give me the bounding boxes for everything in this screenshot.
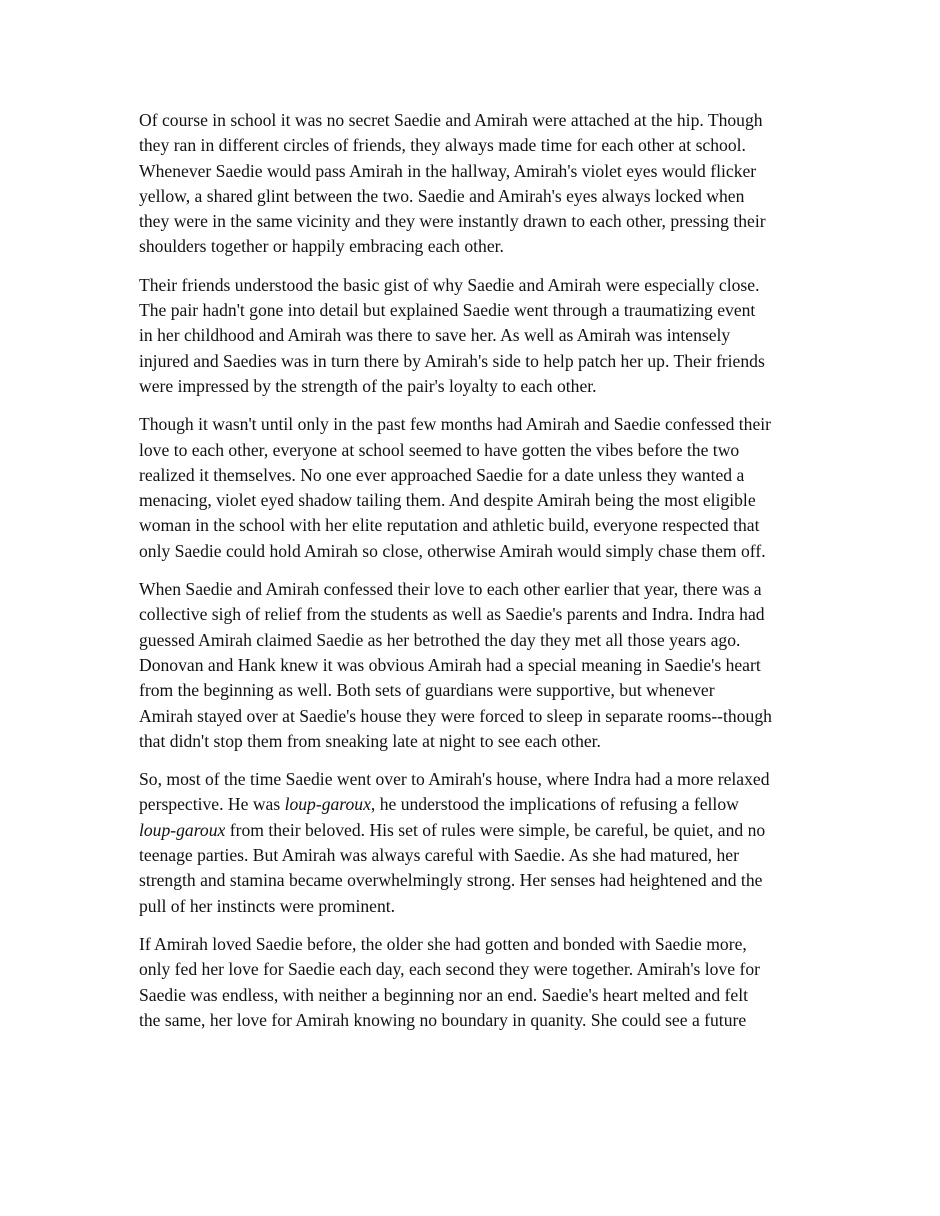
text-segment: the same, her love for Amirah knowing no boundary in quanity. She could see a future (139, 1009, 747, 1030)
text-line (139, 729, 809, 754)
text-segment: collective sigh of relief from the students as well as Saedie's parents and Indra. Indra had (139, 604, 765, 625)
text-segment: teenage parties. But Amirah was always careful with Saedie. As she had matured, her (139, 845, 739, 866)
text-segment: from the beginning as well. Both sets of guardians were supportive, but whenever (139, 680, 715, 701)
text-segment: If Amirah loved Saedie before, the older she had gotten and bonded with Saedie more, (139, 933, 747, 954)
text-line (139, 438, 809, 463)
text-segment: So, most of the time Saedie went over to Amirah's house, where Indra had a more relaxed (139, 769, 770, 790)
text-segment: menacing, violet eyed shadow tailing them. And despite Amirah being the most eligible (139, 490, 756, 511)
text-segment: Of course in school it was no secret Saedie and Amirah were attached at the hip. Though (139, 110, 763, 130)
text-line (139, 792, 809, 817)
text-segment: When Saedie and Amirah confessed their love to each other earlier that year, there was a (139, 579, 762, 600)
text-line (139, 488, 809, 513)
text-line (139, 463, 809, 488)
text-line (139, 108, 809, 133)
text-line (139, 818, 809, 843)
text-segment: realized it themselves. No one ever approached Saedie for a date unless they wanted a (139, 464, 745, 485)
text-segment: guessed Amirah claimed Saedie as her betrothed the day they met all those years ago. (139, 629, 741, 650)
text-segment: Donovan and Hank knew it was obvious Amirah had a special meaning in Saedie's heart (139, 654, 761, 675)
text-line (139, 983, 809, 1008)
paragraph (139, 412, 809, 564)
text-line (139, 209, 809, 234)
document-page (139, 108, 809, 1046)
text-line (139, 1008, 809, 1033)
text-line (139, 894, 809, 919)
text-line (139, 767, 809, 792)
text-line (139, 412, 809, 437)
paragraph (139, 273, 809, 399)
paragraph (139, 108, 809, 260)
text-line (139, 602, 809, 627)
text-segment: Whenever Saedie would pass Amirah in the hallway, Amirah's violet eyes would flicker (139, 160, 757, 181)
text-segment: only fed her love for Saedie each day, each second they were together. Amirah's love for (139, 959, 760, 980)
text-segment: Though it wasn't until only in the past few months had Amirah and Saedie confessed their (139, 414, 772, 435)
text-line (139, 159, 809, 184)
text-segment: only Saedie could hold Amirah so close, otherwise Amirah would simply chase them off. (139, 540, 766, 561)
text-segment: Saedie was endless, with neither a beginning nor an end. Saedie's heart melted and felt (139, 984, 748, 1005)
text-line (139, 628, 809, 653)
text-line (139, 273, 809, 298)
text-segment: , he understood the implications of refusing a fellow (370, 794, 739, 815)
text-segment: were impressed by the strength of the pair's loyalty to each other. (139, 375, 597, 396)
text-line (139, 678, 809, 703)
text-line (139, 349, 809, 374)
text-line (139, 298, 809, 323)
text-segment: love to each other, everyone at school seemed to have gotten the vibes before the two (139, 439, 740, 460)
text-line (139, 234, 809, 259)
text-segment: injured and Saedies was in turn there by Amirah's side to help patch her up. Their friends (139, 350, 765, 371)
italic-text: loup-garoux (139, 819, 226, 840)
text-line (139, 133, 809, 158)
text-segment: Their friends understood the basic gist of why Saedie and Amirah were especially close. (139, 274, 760, 295)
paragraph (139, 932, 809, 1033)
text-line (139, 323, 809, 348)
text-segment: in her childhood and Amirah was there to save her. As well as Amirah was intensely (139, 325, 731, 346)
text-segment: pull of her instincts were prominent. (139, 895, 396, 916)
text-line (139, 957, 809, 982)
text-line (139, 653, 809, 678)
text-line (139, 184, 809, 209)
text-segment: The pair hadn't gone into detail but explained Saedie went through a traumatizing event (139, 300, 756, 321)
text-line (139, 577, 809, 602)
text-segment: from their beloved. His set of rules were simple, be careful, be quiet, and no (225, 819, 766, 840)
text-line (139, 513, 809, 538)
text-line (139, 843, 809, 868)
text-segment: they were in the same vicinity and they were instantly drawn to each other, pressing their (139, 211, 766, 232)
text-line (139, 932, 809, 957)
text-segment: woman in the school with her elite reputation and athletic build, everyone respected that (139, 515, 760, 536)
text-segment: perspective. He was (139, 794, 285, 815)
text-segment: they ran in different circles of friends, they always made time for each other at school. (139, 135, 746, 156)
paragraph (139, 767, 809, 919)
paragraph (139, 577, 809, 754)
text-line (139, 374, 809, 399)
italic-text: loup-garoux (284, 794, 371, 815)
text-line (139, 868, 809, 893)
text-line (139, 539, 809, 564)
text-segment: Amirah stayed over at Saedie's house they were forced to sleep in separate rooms--though (139, 705, 772, 726)
text-segment: yellow, a shared glint between the two. Saedie and Amirah's eyes always locked when (139, 185, 745, 206)
text-line (139, 704, 809, 729)
text-segment: that didn't stop them from sneaking late at night to see each other. (139, 730, 601, 751)
text-segment: shoulders together or happily embracing each other. (139, 236, 504, 257)
text-segment: strength and stamina became overwhelmingly strong. Her senses had heightened and the (139, 870, 763, 891)
